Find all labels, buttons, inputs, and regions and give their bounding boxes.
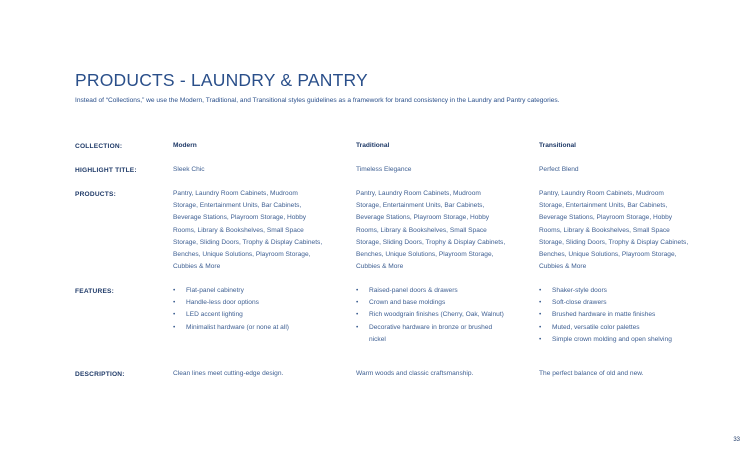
feature-item: • Minimalist hardware (or none at all) xyxy=(173,322,323,334)
label-products: PRODUCTS: xyxy=(75,191,116,198)
label-description: DESCRIPTION: xyxy=(75,371,125,378)
feature-item: • Shaker-style doors xyxy=(539,285,689,297)
collection-transitional: Transitional xyxy=(539,142,577,149)
highlight-transitional: Perfect Blend xyxy=(539,166,579,173)
description-transitional: The perfect balance of old and new. xyxy=(539,370,644,377)
feature-item: • Flat-panel cabinetry xyxy=(173,285,323,297)
intro-text: Instead of “Collections,” we use the Modern, Traditional, and Transitional styles guidelines as a framework for brand consistency in the Laundry and Pantry categories. xyxy=(75,97,560,104)
highlight-traditional: Timeless Elegance xyxy=(356,166,412,173)
label-highlight-title: HIGHLIGHT TITLE: xyxy=(75,167,137,174)
label-collection: COLLECTION: xyxy=(75,143,123,150)
feature-item: • Handle-less door options xyxy=(173,297,323,309)
products-traditional: Pantry, Laundry Room Cabinets, Mudroom Storage, Entertainment Units, Bar Cabinets, Beverage Stations, Playroom Storage, Hobby Rooms, Library & Bookshelves, Small Space Storage, Sliding Doors, Trophy & Display Cabinets, Benches, Unique Solutions, Playroom Storage, Cubbies & More xyxy=(356,190,506,271)
page-number: 33 xyxy=(733,437,740,443)
features-traditional xyxy=(356,285,506,346)
page-title: PRODUCTS - LAUNDRY & PANTRY xyxy=(75,70,368,90)
feature-item: • Crown and base moldings xyxy=(356,297,506,309)
collection-traditional: Traditional xyxy=(356,142,390,149)
feature-item: • Brushed hardware in matte finishes xyxy=(539,309,689,321)
highlight-modern: Sleek Chic xyxy=(173,166,205,173)
features-modern xyxy=(173,285,323,334)
description-modern: Clean lines meet cutting-edge design. xyxy=(173,370,284,377)
feature-item: • Rich woodgrain finishes (Cherry, Oak, Walnut) xyxy=(356,309,506,321)
features-transitional xyxy=(539,285,689,346)
feature-item: • Decorative hardware in bronze or brushed nickel xyxy=(356,322,506,346)
products-transitional: Pantry, Laundry Room Cabinets, Mudroom Storage, Entertainment Units, Bar Cabinets, Beverage Stations, Playroom Storage, Hobby Rooms, Library & Bookshelves, Small Space Storage, Sliding Doors, Trophy & Display Cabinets, Benches, Unique Solutions, Playroom Storage, Cubbies & More xyxy=(539,190,689,271)
feature-item: • Soft-close drawers xyxy=(539,297,689,309)
feature-item: • Muted, versatile color palettes xyxy=(539,322,689,334)
collection-modern: Modern xyxy=(173,142,197,149)
products-modern: Pantry, Laundry Room Cabinets, Mudroom Storage, Entertainment Units, Bar Cabinets, Beverage Stations, Playroom Storage, Hobby Rooms, Library & Bookshelves, Small Space Storage, Sliding Doors, Trophy & Display Cabinets, Benches, Unique Solutions, Playroom Storage, Cubbies & More xyxy=(173,190,323,271)
description-traditional: Warm woods and classic craftsmanship. xyxy=(356,370,474,377)
label-features: FEATURES: xyxy=(75,288,115,295)
feature-item: • Simple crown molding and open shelving xyxy=(539,334,689,346)
feature-item: • Raised-panel doors & drawers xyxy=(356,285,506,297)
feature-item: • LED accent lighting xyxy=(173,309,323,321)
